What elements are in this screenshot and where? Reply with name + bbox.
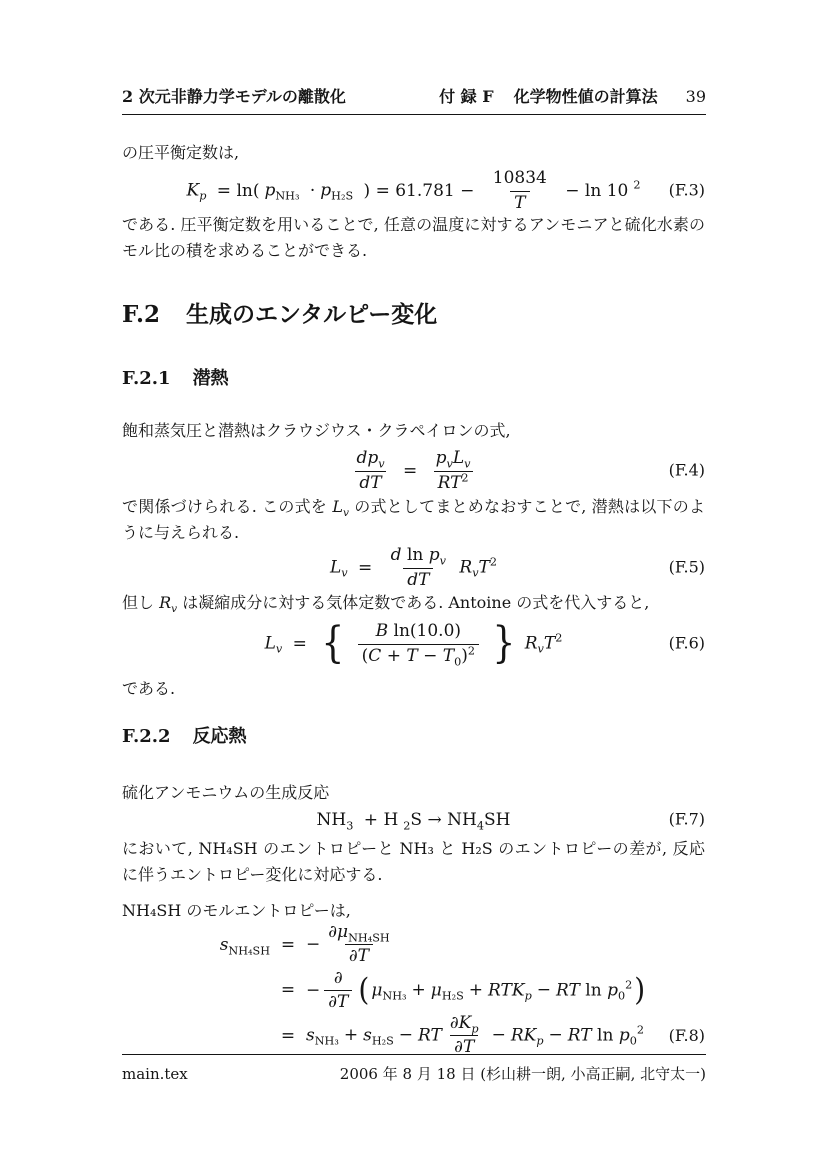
chem-token: + H [363, 809, 399, 830]
math-fn: ln [406, 545, 424, 566]
equals-sign: = [280, 980, 296, 1001]
fraction-numerator [387, 545, 450, 567]
math-sub: NH₃ [382, 989, 407, 1003]
math-var: RT [556, 979, 580, 1000]
appendix-title: 化学物性値の計算法 [513, 87, 658, 106]
fraction [446, 1013, 483, 1059]
equation-f4-body [348, 448, 478, 494]
chem-token: S → NH [410, 809, 477, 830]
left-brace: { [321, 618, 345, 668]
math-sub: v [472, 566, 479, 580]
chem-token: SH [483, 809, 511, 830]
math-sub: NH₃ [314, 1034, 339, 1048]
chem-sub: 4 [476, 819, 484, 833]
math-sub: p [524, 989, 532, 1003]
math-sub: v [342, 507, 349, 520]
fraction-denominator: ∂T [324, 990, 352, 1013]
math-var: ∂K [449, 1013, 472, 1033]
math-var: p [320, 180, 332, 201]
equation-label-f6: (F.6) [668, 633, 705, 653]
right-paren: ) [634, 971, 646, 1008]
paragraph-after-f3: である. 圧平衡定数を用いることで, 任意の温度に対するアンモニアと硫化水素のモル比の積を求めることができる. [122, 215, 705, 260]
paragraph-equilibrium-intro: の圧平衡定数は, [122, 143, 240, 162]
math-op: ) = 61.781 − [363, 180, 475, 201]
math-sub: p [536, 1034, 544, 1048]
math-op: − ln 10 [565, 180, 629, 201]
math-op: · [309, 180, 316, 201]
math-var: L [332, 497, 343, 516]
fraction-numerator [446, 1013, 483, 1035]
fraction-denominator: T [510, 191, 529, 214]
appendix-label: 付 録 F [439, 87, 494, 106]
math-var: L [329, 557, 342, 578]
math-var: R [459, 557, 473, 578]
equation-f7-body [317, 809, 511, 831]
math-var: R [524, 633, 538, 654]
math-op: − [306, 934, 321, 955]
paragraph-after-f6: である. [122, 679, 176, 698]
math-var: T [478, 557, 490, 578]
f8-row3-rhs [306, 1013, 651, 1059]
math-op: − [536, 979, 552, 1000]
text-run: の式としてまとめなおすことで, 潜熱は以下のように与えられる. [122, 497, 705, 542]
footer-filename: main.tex [122, 1065, 188, 1083]
text-run: で関係づけられる. この式を [122, 497, 333, 516]
math-var: μ [430, 979, 442, 1000]
fraction [489, 168, 551, 214]
math-sub: v [446, 457, 453, 471]
fraction [432, 448, 475, 494]
equation-f3-body [187, 168, 641, 214]
equation-f6 [122, 614, 705, 674]
equation-f6-body [264, 618, 563, 668]
header-document-title: 2 次元非静力学モデルの離散化 [122, 87, 346, 106]
math-sup: 2 [633, 178, 641, 192]
math-paren: ( [361, 645, 369, 666]
equation-f5 [122, 542, 705, 594]
equation-f5-body [330, 545, 497, 591]
fraction-denominator: ∂T [345, 944, 373, 967]
fraction-denominator [434, 471, 473, 494]
equation-f4 [122, 444, 705, 498]
chem-sub: 3 [346, 819, 354, 833]
math-op: − [398, 1025, 414, 1046]
math-sup: 2 [461, 470, 469, 484]
math-sup: 2 [555, 631, 563, 645]
math-fn: ln(10.0) [393, 621, 462, 642]
math-var: RK [510, 1025, 537, 1046]
section-number: F.2 [122, 301, 161, 328]
text-column [122, 0, 705, 1169]
math-var: p [607, 979, 618, 1000]
equation-f8-row2 [122, 968, 705, 1014]
math-op: − [548, 1025, 563, 1046]
fraction-numerator [324, 922, 393, 944]
math-sub: NH₄SH [228, 944, 270, 958]
section-heading-f2 [122, 296, 705, 329]
math-sub: v [171, 603, 178, 616]
math-var: p [618, 1025, 630, 1046]
subsection-heading-f22 [122, 722, 705, 748]
math-sub: NH₄SH [348, 931, 390, 945]
math-op: + [468, 979, 484, 1000]
math-var: ∂μ [328, 922, 349, 942]
math-var: C + T − T [368, 645, 455, 666]
fraction-numerator [372, 621, 465, 643]
equation-f3 [122, 164, 705, 218]
fraction [352, 448, 388, 494]
subsection-number: F.2.2 [122, 726, 171, 747]
equation-f7 [122, 806, 705, 834]
math-sup: 2 [636, 1023, 644, 1037]
fraction-numerator [432, 448, 475, 470]
math-op: = [292, 633, 307, 654]
math-var: K [186, 180, 200, 201]
chem-token: NH [316, 809, 347, 830]
math-op: = ln( [216, 180, 260, 201]
math-var: s [219, 934, 229, 955]
subsection-number: F.2.1 [122, 368, 171, 389]
paragraph-clausius-intro: 飽和蒸気圧と潜熱はクラウジウス・クラペイロンの式, [122, 421, 511, 440]
left-paren: ( [358, 971, 370, 1008]
page-footer [122, 1054, 706, 1084]
math-sub: v [341, 566, 348, 580]
fraction-denominator: ∂T [450, 1035, 478, 1058]
subsection-title: 反応熱 [192, 726, 247, 747]
page-number: 39 [685, 87, 706, 106]
math-sub: H₂S [441, 989, 464, 1003]
math-var: s [363, 1025, 372, 1046]
math-sub: NH₃ [275, 189, 300, 203]
paragraph-after-f5 [122, 590, 705, 616]
math-var: T [543, 633, 556, 654]
math-var: RTK [488, 979, 525, 1000]
equation-f8-row3 [122, 1013, 705, 1059]
math-var: d [390, 545, 402, 566]
math-paren: ) [461, 645, 468, 666]
right-brace: } [492, 618, 516, 668]
math-var: μ [371, 979, 383, 1000]
fraction [324, 922, 393, 968]
equals-sign: = [280, 1025, 296, 1046]
chem-sub: 2 [403, 819, 411, 833]
fraction-denominator: dT [355, 471, 385, 494]
math-var: RT [437, 472, 462, 493]
math-sub: p [199, 189, 207, 203]
footer-date-authors: 2006 年 8 月 18 日 (杉山耕一朗, 小高正嗣, 北守太一) [339, 1065, 706, 1083]
math-var: p [428, 545, 440, 566]
math-op: = [402, 460, 418, 481]
math-var: RT [418, 1025, 442, 1046]
math-op: − [306, 979, 321, 1000]
math-var: s [306, 1025, 315, 1046]
equation-label-f5: (F.5) [668, 557, 705, 577]
fraction-denominator [358, 644, 479, 667]
math-op: + [411, 979, 426, 1000]
math-sub: v [464, 457, 471, 471]
fraction-numerator: 10834 [492, 168, 547, 189]
math-var: p [435, 448, 447, 469]
math-sub: p [471, 1022, 479, 1036]
f8-row2-rhs [306, 968, 651, 1014]
equation-f8-row1 [122, 922, 705, 968]
paragraph-after-f7: において, NH₄SH のエントロピーと NH₃ と H₂S のエントロピーの差が, 反応に伴うエントロピー変化に対応する. [122, 839, 705, 884]
math-sub: v [537, 642, 544, 656]
section-title: 生成のエンタルピー変化 [186, 302, 438, 328]
text-run: は凝縮成分に対する気体定数である. Antoine の式を代入すると, [177, 593, 650, 612]
equation-f8 [122, 922, 705, 1059]
equation-label-f8: (F.8) [668, 1026, 705, 1046]
math-sup: 2 [489, 555, 498, 569]
math-fn: ln [585, 979, 602, 1000]
math-var: R [159, 593, 172, 612]
math-var: p [264, 180, 276, 201]
math-sub: 0 [454, 654, 462, 668]
paragraph-molentropy: NH₄SH のモルエントロピーは, [122, 901, 351, 920]
math-sup: 2 [467, 643, 475, 657]
math-sup: 2 [625, 978, 633, 992]
fraction-denominator: dT [403, 568, 433, 591]
equation-label-f4: (F.4) [668, 460, 705, 480]
math-var: dp [356, 448, 379, 469]
math-sub: H₂S [371, 1034, 394, 1048]
math-sub: v [439, 554, 446, 568]
f8-row1-rhs [306, 922, 651, 968]
text-run: 但し [122, 593, 160, 612]
math-op: = [358, 557, 373, 578]
paragraph-after-f4 [122, 494, 705, 546]
subsection-title: 潜熱 [192, 368, 229, 389]
f8-row1-lhs [122, 934, 270, 958]
math-var: L [452, 448, 465, 469]
math-op: − [491, 1025, 506, 1046]
math-sub: v [378, 457, 385, 471]
math-sub: H₂S [331, 189, 354, 203]
subsection-heading-f21 [122, 364, 705, 390]
math-var: L [264, 633, 276, 654]
paragraph-reaction-intro: 硫化アンモニウムの生成反応 [122, 783, 330, 802]
fraction [358, 621, 479, 667]
fraction [387, 545, 450, 591]
fraction-numerator: ∂ [333, 967, 343, 988]
math-sub: v [275, 642, 283, 656]
math-op: + [343, 1025, 359, 1046]
fraction-numerator [352, 448, 388, 470]
equation-label-f3: (F.3) [668, 180, 705, 200]
equals-sign: = [280, 934, 296, 955]
math-sub: 0 [629, 1034, 637, 1048]
math-var: RT [567, 1025, 592, 1046]
fraction [324, 968, 352, 1014]
equation-label-f7: (F.7) [668, 809, 705, 829]
math-var: B [375, 621, 389, 642]
math-fn: ln [597, 1025, 614, 1046]
math-sub: 0 [617, 989, 626, 1003]
